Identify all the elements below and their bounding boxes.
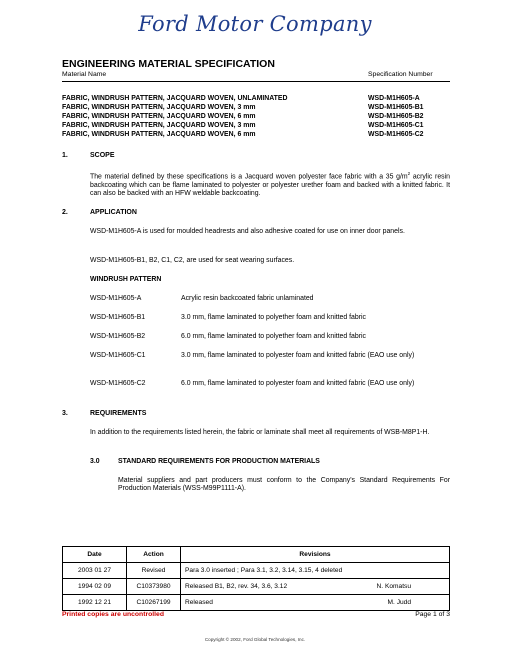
revision-author: N. Komatsu (376, 583, 411, 590)
revision-text: Released (185, 599, 213, 606)
table-header-row (63, 547, 450, 563)
revision-date: 2003 01 27 (63, 563, 127, 579)
table-row (63, 563, 450, 579)
section-number: 1. (62, 152, 68, 159)
pattern-description: 6.0 mm, flame laminated to polyether foam and knitted fabric (181, 333, 366, 340)
pattern-code: WSD-M1H605-B2 (90, 333, 146, 340)
revisions-column-header: Revisions (181, 547, 450, 563)
subsection-number: 3.0 (90, 458, 100, 465)
section-number: 3. (62, 410, 68, 417)
material-name-header: Material Name (62, 71, 107, 78)
pattern-description: 3.0 mm, flame laminated to polyester foam and knitted fabric (EAO use only) (181, 352, 415, 359)
ford-logo: Ford Motor Company (138, 12, 372, 36)
material-name: FABRIC, WINDRUSH PATTERN, JACQUARD WOVEN, UNLAMINATED (62, 95, 288, 102)
pattern-code: WSD-M1H605-A (90, 295, 142, 302)
material-name: FABRIC, WINDRUSH PATTERN, JACQUARD WOVEN, 3 mm (62, 104, 256, 111)
revision-action: C10267199 (127, 595, 181, 611)
material-code: WSD-M1H605-A (368, 95, 420, 102)
pattern-code: WSD-M1H605-C2 (90, 380, 146, 387)
action-column-header: Action (127, 547, 181, 563)
revision-date: 1992 12 21 (63, 595, 127, 611)
material-name: FABRIC, WINDRUSH PATTERN, JACQUARD WOVEN, 3 mm (62, 122, 256, 129)
copyright-notice: Copyright © 2002, Ford Global Technologies, Inc. (204, 637, 306, 642)
section-number: 2. (62, 209, 68, 216)
application-paragraph: WSD-M1H605-A is used for moulded headrests and also adhesive coated for use on inner door panels. (90, 228, 405, 235)
pattern-description: 3.0 mm, flame laminated to polyether foam and knitted fabric (181, 314, 366, 321)
pattern-description: Acrylic resin backcoated fabric unlaminated (181, 295, 314, 302)
material-code: WSD-M1H605-C2 (368, 131, 424, 138)
revision-action: C10373980 (127, 579, 181, 595)
column-header-row (62, 71, 450, 82)
scope-paragraph: The material defined by these specifications is a Jacquard woven polyester face fabric with a 35 $g/m^2$ acrylic resin backcoating which can be flame laminated to polyester or polyester urether foam and backed with a knitted fabric. It can also be backed with an HFW weldable backcoating. (90, 171, 450, 197)
page-number: Page 1 of 3 (415, 611, 450, 618)
pattern-description: 6.0 mm, flame laminated to polyester foam and knitted fabric (EAO use only) (181, 380, 415, 387)
subsection-title: STANDARD REQUIREMENTS FOR PRODUCTION MATERIALS (118, 458, 320, 465)
material-code: WSD-M1H605-C1 (368, 122, 424, 129)
document-title: ENGINEERING MATERIAL SPECIFICATION (62, 58, 275, 70)
spec-number-header: Specification Number (368, 71, 433, 78)
revision-date: 1994 02 09 (63, 579, 127, 595)
pattern-code: WSD-M1H605-B1 (90, 314, 146, 321)
revision-text-cell (181, 563, 450, 579)
revision-text: Released B1, B2, rev. 34, 3.6, 3.12 (185, 583, 288, 590)
revision-action: Revised (127, 563, 181, 579)
revision-text-cell (181, 579, 450, 595)
section-title: APPLICATION (90, 209, 137, 216)
section-title: REQUIREMENTS (90, 410, 147, 417)
revision-author: M. Judd (387, 599, 411, 606)
section-title: SCOPE (90, 152, 115, 159)
material-name: FABRIC, WINDRUSH PATTERN, JACQUARD WOVEN, 6 mm (62, 113, 256, 120)
requirements-paragraph: In addition to the requirements listed herein, the fabric or laminate shall meet all requirements of WSB-M8P1-H. (90, 429, 430, 436)
material-code: WSD-M1H605-B2 (368, 113, 424, 120)
table-row (63, 579, 450, 595)
material-name: FABRIC, WINDRUSH PATTERN, JACQUARD WOVEN, 6 mm (62, 131, 256, 138)
windrush-pattern-title: WINDRUSH PATTERN (90, 276, 162, 283)
revision-text-cell (181, 595, 450, 611)
pattern-code: WSD-M1H605-C1 (90, 352, 146, 359)
material-code: WSD-M1H605-B1 (368, 104, 424, 111)
revisions-table (62, 546, 450, 611)
date-column-header: Date (63, 547, 127, 563)
subsection-paragraph: Material suppliers and part producers must conform to the Company's Standard Requirements For Production Materials (WSS-M99P1111-A). (118, 477, 450, 493)
application-paragraph: WSD-M1H605-B1, B2, C1, C2, are used for seat wearing surfaces. (90, 257, 295, 264)
table-row (63, 595, 450, 611)
uncontrolled-notice: Printed copies are uncontrolled (62, 611, 164, 618)
revision-text: Para 3.0 inserted ; Para 3.1, 3.2, 3.14, 3.15, 4 deleted (185, 567, 343, 574)
